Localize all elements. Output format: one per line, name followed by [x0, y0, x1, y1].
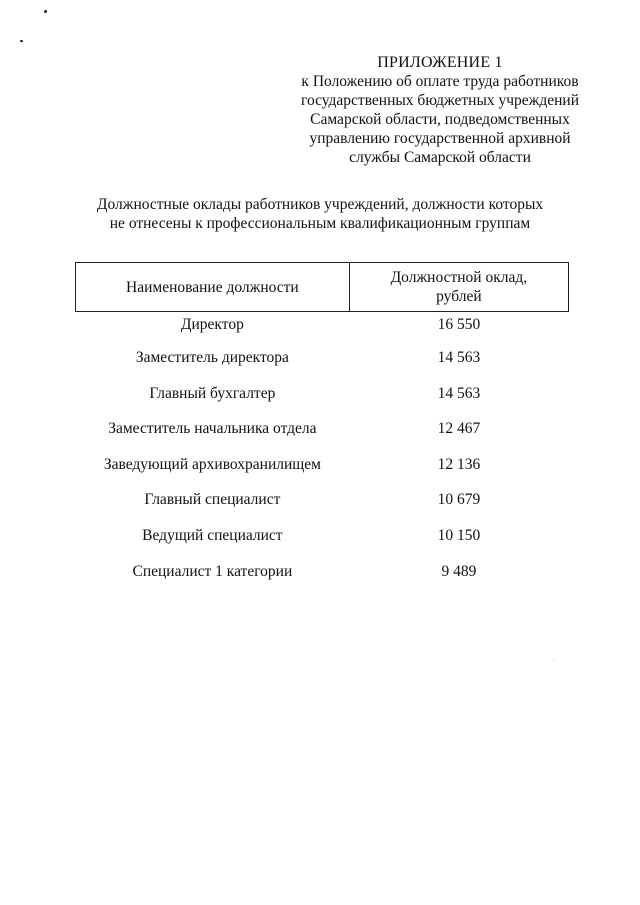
- salary-cell: 16 550: [437, 316, 481, 333]
- scan-speck: [553, 660, 554, 661]
- column-header-position: [76, 263, 350, 312]
- salary-table: [75, 262, 569, 597]
- position-cell: Заместитель начальника отдела: [108, 420, 317, 438]
- appendix-line: службы Самарской области: [349, 149, 531, 166]
- salary-cell: 10 679: [437, 491, 481, 509]
- salary-cell: 12 467: [437, 420, 481, 438]
- document-title: [80, 195, 560, 233]
- position-cell: Главный специалист: [144, 491, 281, 509]
- table-row: [76, 348, 569, 384]
- appendix-line: к Положению об оплате труда работников: [301, 73, 579, 90]
- table-row: [76, 455, 569, 491]
- scan-speck: [44, 10, 47, 13]
- appendix-heading: ПРИЛОЖЕНИЕ 1: [377, 54, 503, 71]
- position-cell: Специалист 1 категории: [132, 562, 293, 580]
- appendix-line: Самарской области, подведомственных: [310, 111, 570, 128]
- position-cell: Заместитель директора: [135, 349, 289, 366]
- salary-cell: 10 150: [437, 526, 481, 544]
- table-header-row: [76, 263, 569, 312]
- column-header-salary-unit: рублей: [436, 288, 482, 305]
- scan-speck: [20, 40, 23, 42]
- position-cell: Заведующий архивохранилищем: [103, 455, 321, 473]
- column-header-position-label: Наименование должности: [126, 278, 299, 296]
- table-row: [76, 490, 569, 526]
- position-cell: Ведущий специалист: [142, 526, 283, 544]
- column-header-salary: [349, 263, 568, 312]
- table-row: [76, 384, 569, 420]
- position-cell: Главный бухгалтер: [149, 384, 276, 402]
- column-header-salary-label: Должностной оклад,: [390, 269, 528, 286]
- document-title-line: не отнесены к профессиональным квалификационным группам: [109, 215, 531, 232]
- table-row: [76, 562, 569, 598]
- appendix-line: государственных бюджетных учреждений: [300, 92, 580, 109]
- table-row: [76, 526, 569, 562]
- appendix-line: управлению государственной архивной: [309, 130, 571, 147]
- salary-cell: 14 563: [437, 349, 481, 366]
- document-title-line: Должностные оклады работников учреждений, должности которых: [96, 196, 544, 213]
- appendix-header: [240, 53, 640, 167]
- salary-cell: 14 563: [437, 384, 481, 402]
- salary-cell: 9 489: [441, 562, 477, 580]
- table-row: [76, 312, 569, 349]
- salary-cell: 12 136: [437, 455, 481, 473]
- table-row: [76, 419, 569, 455]
- position-cell: Директор: [180, 316, 244, 333]
